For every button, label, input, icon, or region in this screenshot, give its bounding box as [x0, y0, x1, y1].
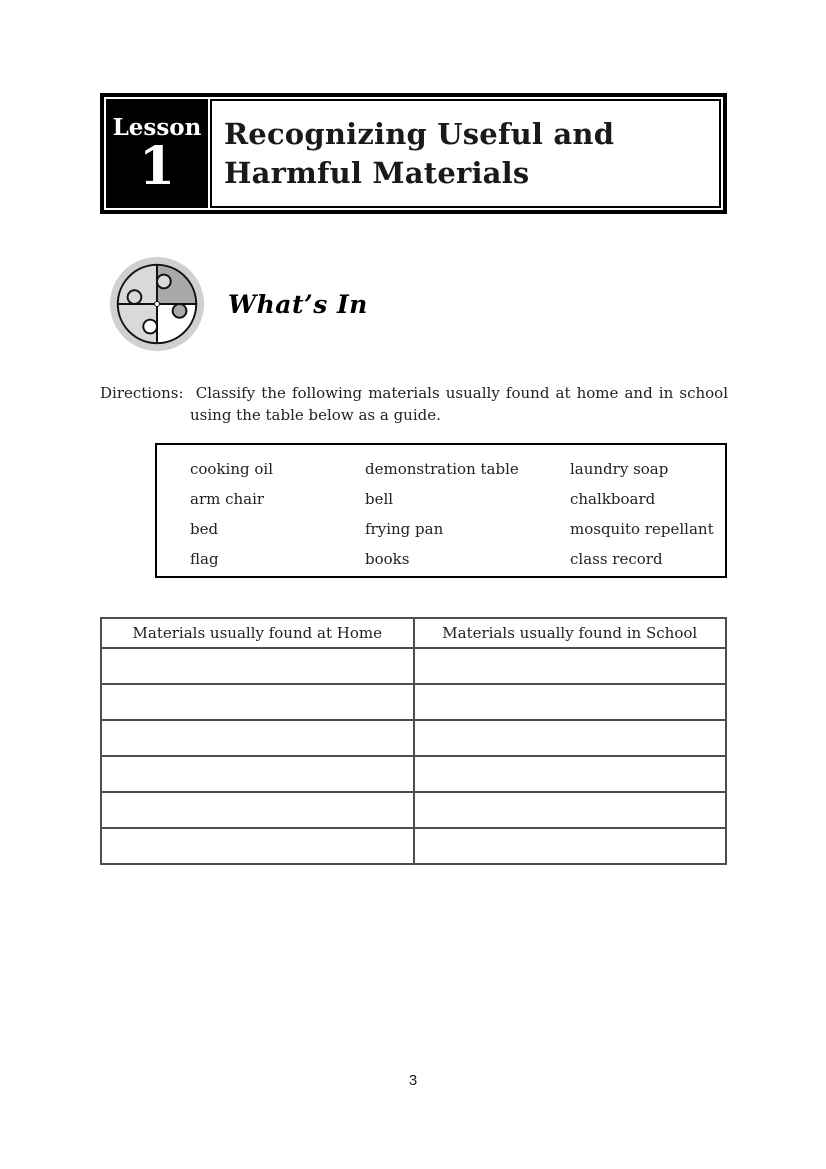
table-empty-row	[101, 756, 726, 792]
word-bank-item: arm chair	[190, 490, 265, 508]
table-empty-cell	[414, 720, 727, 756]
word-bank-item: demonstration table	[365, 460, 519, 478]
table-empty-cell	[414, 756, 727, 792]
lesson-label: Lesson	[112, 113, 202, 141]
table-empty-row	[101, 648, 726, 684]
classification-table-header-row	[101, 618, 726, 648]
table-empty-cell	[101, 684, 414, 720]
word-bank-column-3	[570, 454, 725, 574]
table-empty-cell	[101, 828, 414, 864]
word-bank-item: books	[365, 550, 410, 568]
table-empty-cell	[414, 828, 727, 864]
word-bank-column-1	[190, 454, 365, 574]
table-empty-cell	[414, 648, 727, 684]
section-title: What’s In	[228, 289, 368, 319]
word-bank-item: bed	[190, 520, 219, 538]
word-bank-item: bell	[365, 490, 394, 508]
table-empty-cell	[101, 792, 414, 828]
word-bank-item: cooking oil	[190, 460, 274, 478]
classification-table	[100, 617, 727, 865]
word-bank-item: laundry soap	[570, 460, 669, 478]
table-empty-cell	[101, 648, 414, 684]
table-empty-cell	[414, 792, 727, 828]
lesson-number: 1	[138, 135, 176, 197]
classification-table-body	[101, 648, 726, 864]
word-bank-item: frying pan	[365, 520, 444, 538]
table-empty-row	[101, 684, 726, 720]
directions-label: Directions:	[100, 384, 184, 402]
table-empty-cell	[101, 720, 414, 756]
table-empty-row	[101, 720, 726, 756]
header-school-column: Materials usually found in School	[414, 618, 727, 648]
section-heading	[108, 255, 368, 353]
header-home-column: Materials usually found at Home	[101, 618, 414, 648]
lesson-header	[100, 93, 727, 214]
puzzle-icon	[108, 255, 206, 353]
word-bank-item: flag	[190, 550, 219, 568]
word-bank-item: chalkboard	[570, 490, 656, 508]
table-empty-cell	[414, 684, 727, 720]
directions-paragraph	[100, 383, 728, 426]
lesson-title-line2: Harmful Materials	[224, 155, 530, 190]
directions-text: Classify the following materials usually found at home and in school using the table below as a guide.	[190, 384, 728, 424]
word-bank-column-2	[365, 454, 570, 574]
table-empty-row	[101, 792, 726, 828]
lesson-title-line1: Recognizing Useful and	[224, 117, 615, 152]
lesson-title	[210, 99, 721, 208]
word-bank-box	[155, 443, 727, 578]
word-bank-item: mosquito repellant	[570, 520, 714, 538]
table-empty-row	[101, 828, 726, 864]
table-empty-cell	[101, 756, 414, 792]
lesson-badge	[106, 99, 208, 208]
page-number: 3	[408, 1072, 418, 1089]
word-bank-item: class record	[570, 550, 663, 568]
